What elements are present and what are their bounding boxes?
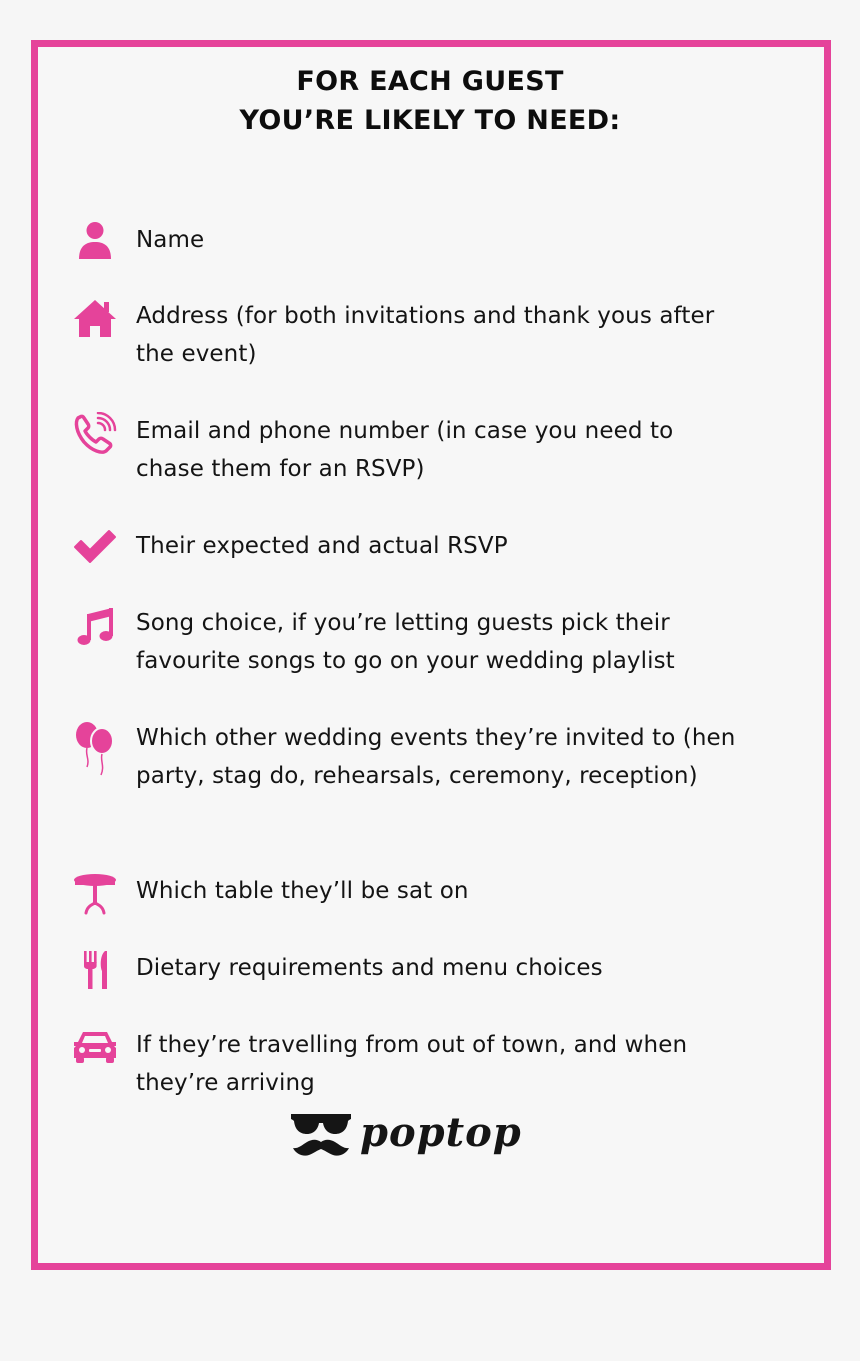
item-text: Address (for both invitations and thank yous after the event) [136,303,715,367]
sunglasses-mustache-icon [290,1112,352,1164]
item-text: If they’re travelling from out of town, and when they’re arriving [136,1032,688,1096]
person-icon [70,221,120,265]
item-text: Their expected and actual RSVP [136,533,508,559]
page-title [0,62,860,140]
house-icon [70,297,120,341]
brand-name: poptop [360,1109,522,1156]
fork-knife-icon [70,949,120,993]
table-icon [70,872,120,916]
item-text: Dietary requirements and menu choices [136,955,603,981]
checkmark-icon [70,527,120,571]
music-note-icon [70,604,120,648]
item-text: Song choice, if you’re letting guests pick their favourite songs to go on your wedding playlist [136,610,675,674]
balloons-icon [70,719,120,763]
poptop-logo [290,1108,522,1168]
item-text: Name [136,227,205,253]
item-text: Which table they’ll be sat on [136,878,469,904]
phone-icon [70,412,120,456]
item-text: Email and phone number (in case you need to chase them for an RSVP) [136,418,674,482]
title-line-2: YOU’RE LIKELY TO NEED: [239,105,621,136]
title-line-1: FOR EACH GUEST [296,66,564,97]
car-icon [70,1026,120,1070]
item-text: Which other wedding events they’re invited to (hen party, stag do, rehearsals, ceremony, reception) [136,725,736,789]
